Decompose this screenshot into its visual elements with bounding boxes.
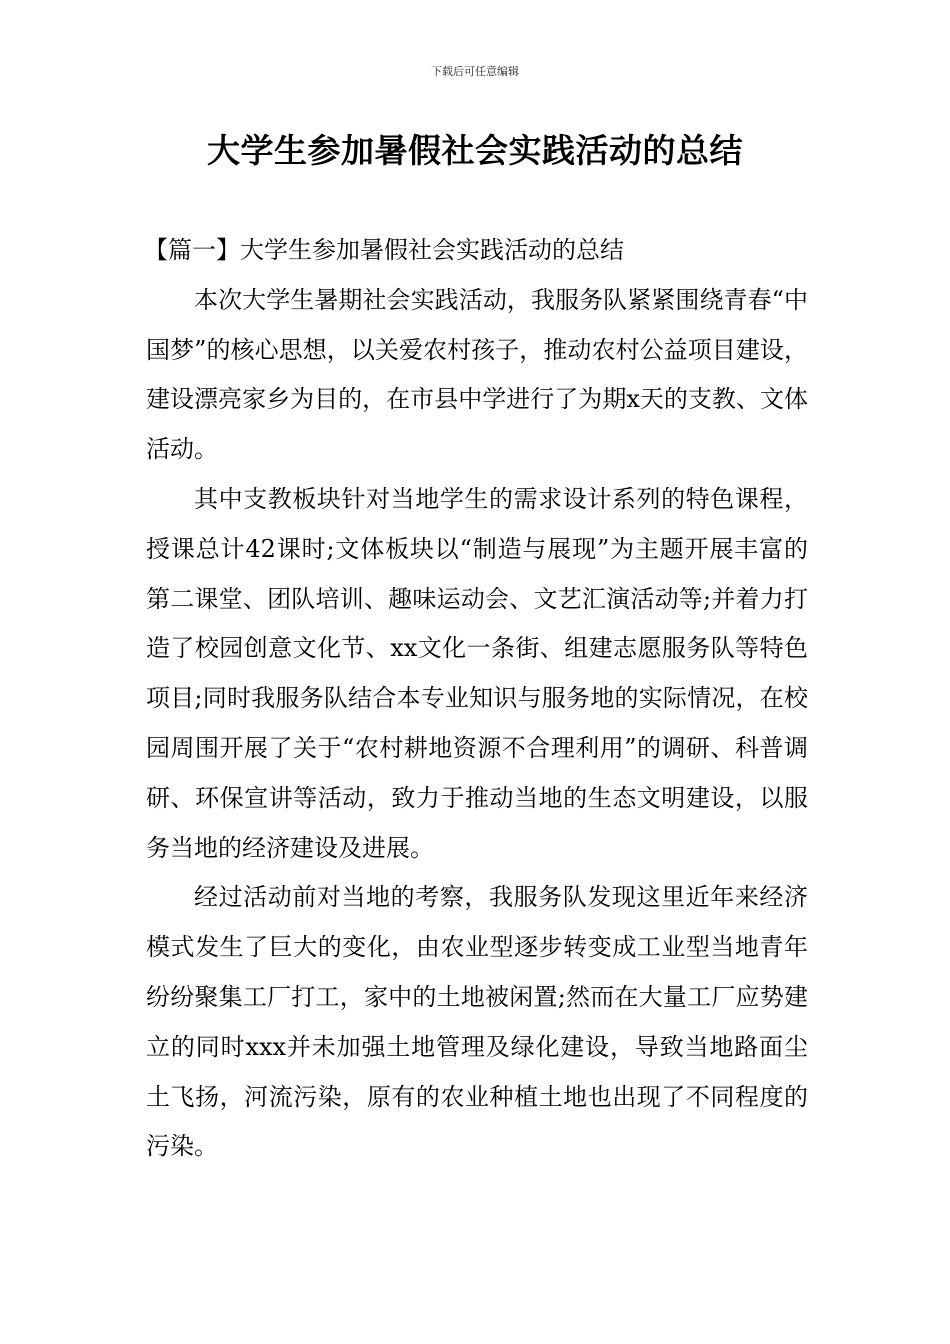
document-title: 大学生参加暑假社会实践活动的总结	[207, 131, 743, 170]
document-body	[146, 226, 808, 1172]
paragraph-3: 经过活动前对当地的考察，我服务队发现这里近年来经济模式发生了巨大的变化，由农业型逐步转变成工业型当地青年纷纷聚集工厂打工，家中的土地被闲置;然而在大量工厂应势建立的同时xxx并未加强土地管理及绿化建设，导致当地路面尘土飞扬，河流污染，原有的农业种植土地也出现了不同程度的污染。	[146, 883, 808, 1161]
header-note: 下载后可任意编辑	[431, 65, 519, 78]
paragraph-2: 其中支教板块针对当地学生的需求设计系列的特色课程，授课总计42课时;文体板块以“制造与展现”为主题开展丰富的第二课堂、团队培训、趣味运动会、文艺汇演活动等;并着力打造了校园创意文化节、xx文化一条街、组建志愿服务队等特色项目;同时我服务队结合本专业知识与服务地的实际情况，在校园周围开展了关于“农村耕地资源不合理利用”的调研、科普调研、环保宣讲等活动，致力于推动当地的生态文明建设，以服务当地的经济建设及进展。	[146, 484, 808, 862]
section-heading: 【篇一】大学生参加暑假社会实践活动的总结	[144, 236, 624, 264]
paragraph-1: 本次大学生暑期社会实践活动，我服务队紧紧围绕青春“中国梦”的核心思想，以关爱农村孩子，推动农村公益项目建设，建设漂亮家乡为目的，在市县中学进行了为期x天的支教、文体活动。	[146, 285, 808, 464]
